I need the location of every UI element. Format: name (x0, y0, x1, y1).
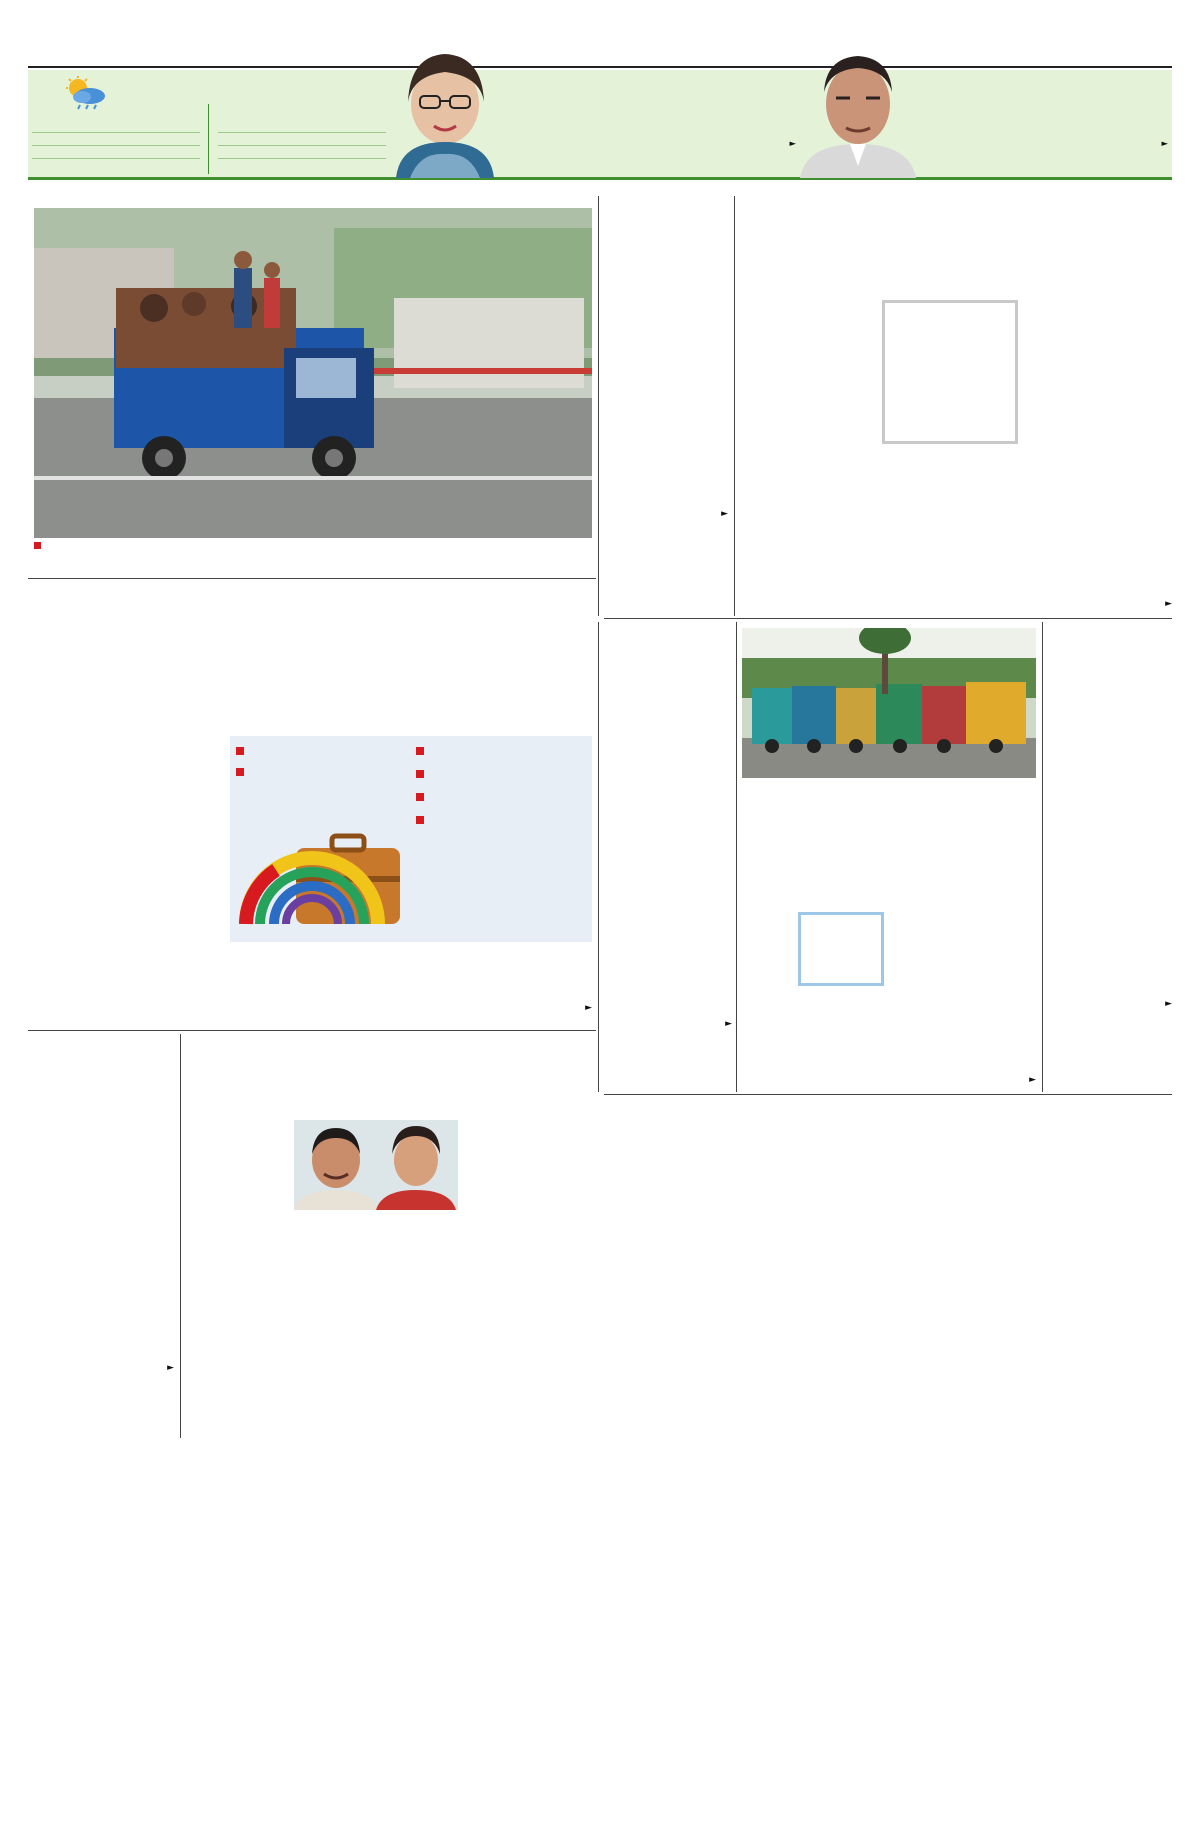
weather-city (32, 159, 98, 172)
divider (28, 1030, 596, 1031)
pull-quote (882, 300, 1018, 444)
weather-min (148, 120, 198, 132)
weather-city (32, 120, 98, 132)
weather-row (32, 120, 200, 133)
weather-row (218, 159, 386, 172)
weather-table-right (218, 108, 386, 172)
weather-min (334, 159, 384, 172)
column-divider (1042, 622, 1043, 1092)
divider (604, 1094, 1172, 1095)
weather-col-min (334, 108, 384, 120)
weather-max (98, 146, 148, 158)
continued-label: ► (1161, 139, 1168, 149)
column-divider (598, 196, 599, 616)
square-bullet-icon (416, 747, 424, 755)
weather-min (334, 146, 384, 158)
continued-label: ► (1165, 599, 1172, 609)
budget-bullets-left (236, 744, 408, 780)
continued-label: ► (789, 139, 796, 149)
square-bullet-icon (416, 793, 424, 801)
square-bullet-icon (236, 747, 244, 755)
divider (28, 578, 596, 579)
square-bullet-icon (416, 816, 424, 824)
weather-row (32, 133, 200, 146)
weather-col-max (284, 108, 334, 120)
top-story-election (504, 74, 796, 174)
square-bullet-icon (236, 768, 244, 776)
top-band (28, 70, 1172, 180)
weather-row (218, 133, 386, 146)
divider (604, 618, 1172, 619)
continued-label: ► (721, 509, 728, 519)
budget-briefcase-illustration (236, 814, 408, 938)
square-bullet-icon (34, 542, 41, 549)
budget-col-2 (230, 950, 406, 996)
column-divider (598, 622, 599, 1092)
continued-label: ► (585, 1003, 592, 1013)
story-ekbal-travel-ban (604, 626, 732, 1088)
weather-city (218, 120, 284, 132)
story-civil-service-ordinance (604, 204, 728, 614)
story-cip-status (1048, 626, 1172, 1088)
weather-box (32, 76, 388, 176)
weather-col-min (148, 108, 198, 120)
top-story-students (922, 74, 1168, 174)
portrait-selima-rahman (390, 42, 500, 178)
photo-cattle-truck (34, 208, 592, 538)
weather-city (218, 133, 284, 145)
weather-table-left (32, 108, 200, 172)
story-col-2 (882, 454, 1018, 606)
weather-max (284, 120, 334, 132)
weather-min (334, 133, 384, 145)
continued-label: ► (167, 1363, 174, 1373)
square-bullet-icon (416, 770, 424, 778)
budget-bullet (416, 744, 586, 759)
weather-city (218, 159, 284, 172)
story-momtaz-remand (34, 1036, 174, 1436)
budget-bullet (236, 744, 408, 759)
weather-city (218, 146, 284, 158)
continued-label: ► (1165, 999, 1172, 1009)
weather-max (284, 133, 334, 145)
weather-row (32, 146, 200, 159)
column-divider (734, 196, 735, 616)
weather-min (148, 146, 198, 158)
weather-col-max (98, 108, 148, 120)
story-col-3 (1026, 290, 1172, 590)
pull-quote (798, 912, 884, 986)
budget-bullet (416, 767, 586, 782)
story-col-2 (892, 842, 1036, 1070)
story-col-1 (740, 290, 876, 606)
story-eid-travel (740, 204, 1172, 614)
story-bus-terminal (742, 782, 1036, 1088)
weather-row (32, 159, 200, 172)
weather-min (334, 120, 384, 132)
budget-col-3 (416, 950, 592, 996)
budget-bullet (416, 813, 586, 828)
weather-city (32, 133, 98, 145)
photo-cattle-truck-caption (34, 542, 592, 554)
weather-max (284, 146, 334, 158)
column-divider (736, 622, 737, 1092)
weather-divider (208, 104, 209, 174)
story-budget (34, 586, 592, 1026)
weather-max (98, 159, 148, 172)
story-akbar-murder (186, 1036, 458, 1436)
weather-min (148, 133, 198, 145)
column-divider (180, 1034, 181, 1438)
weather-max (284, 159, 334, 172)
page-header (28, 28, 1172, 68)
continued-label: ► (725, 1019, 732, 1029)
photo-akbar-suspects (294, 1120, 458, 1210)
continued-label: ► (1029, 1075, 1036, 1085)
weather-max (98, 133, 148, 145)
weather-city (32, 146, 98, 158)
budget-highlights-box (230, 736, 592, 942)
budget-bullet (236, 765, 408, 780)
story-col-1 (186, 1120, 288, 1420)
budget-bullet (416, 790, 586, 805)
weather-row (218, 146, 386, 159)
budget-col-1 (34, 738, 222, 992)
portrait-hafiz-uddin (800, 40, 916, 178)
weather-max (98, 120, 148, 132)
photo-bus-terminal (742, 628, 1036, 778)
budget-bullets-right (416, 744, 586, 828)
weather-min (148, 159, 198, 172)
weather-row (218, 120, 386, 133)
